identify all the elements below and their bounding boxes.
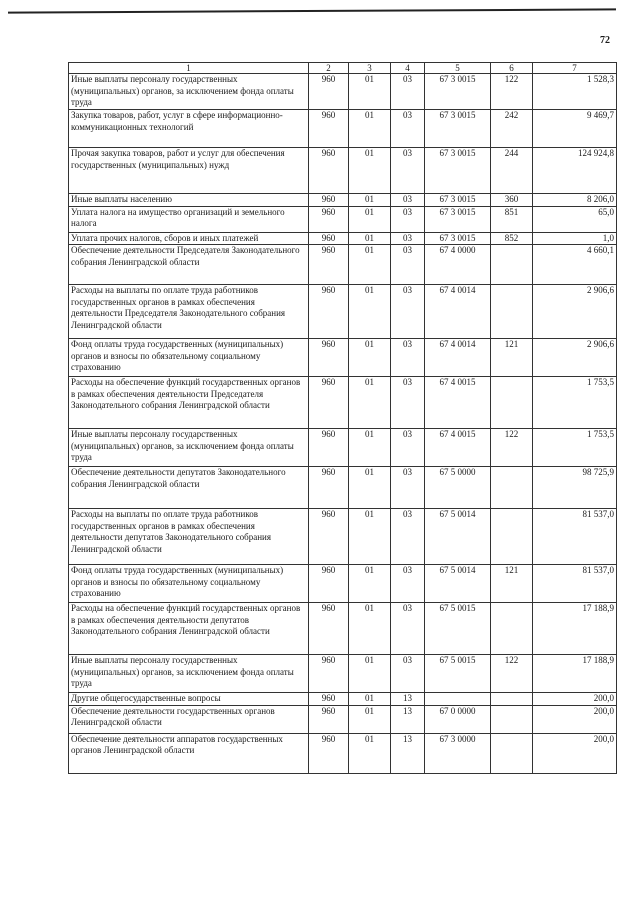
expense-type-cell: 121 <box>491 339 533 377</box>
column-header: 4 <box>391 63 425 74</box>
expense-type-cell: 852 <box>491 232 533 245</box>
subsection-cell: 03 <box>391 194 425 207</box>
section-cell: 01 <box>349 655 391 693</box>
admin-code-cell: 960 <box>309 655 349 693</box>
table-row <box>69 110 617 148</box>
table-row <box>69 655 617 693</box>
target-article-cell: 67 4 0015 <box>425 429 491 467</box>
top-rule <box>8 8 616 13</box>
admin-code-cell: 960 <box>309 206 349 232</box>
expense-type-cell: 122 <box>491 655 533 693</box>
amount-cell: 65,0 <box>533 206 617 232</box>
row-name-cell: Фонд оплаты труда государственных (муниципальных) органов и взносы по обязательному социальному страхованию <box>69 339 309 377</box>
row-name-cell: Обеспечение деятельности государственных органов Ленинградской области <box>69 705 309 733</box>
subsection-cell: 03 <box>391 377 425 429</box>
target-article-cell: 67 0 0000 <box>425 705 491 733</box>
admin-code-cell: 960 <box>309 245 349 285</box>
section-cell: 01 <box>349 565 391 603</box>
subsection-cell: 03 <box>391 285 425 339</box>
admin-code-cell: 960 <box>309 733 349 773</box>
admin-code-cell: 960 <box>309 467 349 509</box>
amount-cell: 1 753,5 <box>533 377 617 429</box>
row-name-cell: Расходы на выплаты по оплате труда работников государственных органов в рамках обеспечения деятельности депутатов Законодательного собрания Ленинградской области <box>69 509 309 565</box>
amount-cell: 8 206,0 <box>533 194 617 207</box>
subsection-cell: 03 <box>391 339 425 377</box>
subsection-cell: 03 <box>391 655 425 693</box>
row-name-cell: Прочая закупка товаров, работ и услуг для обеспечения государственных (муниципальных) нужд <box>69 148 309 194</box>
section-cell: 01 <box>349 110 391 148</box>
expense-type-cell <box>491 377 533 429</box>
subsection-cell: 13 <box>391 705 425 733</box>
row-name-cell: Обеспечение деятельности Председателя Законодательного собрания Ленинградской области <box>69 245 309 285</box>
subsection-cell: 13 <box>391 733 425 773</box>
target-article-cell: 67 3 0015 <box>425 110 491 148</box>
target-article-cell: 67 3 0015 <box>425 194 491 207</box>
target-article-cell: 67 3 0015 <box>425 206 491 232</box>
admin-code-cell: 960 <box>309 74 349 110</box>
subsection-cell: 03 <box>391 565 425 603</box>
table-row <box>69 74 617 110</box>
target-article-cell: 67 3 0015 <box>425 232 491 245</box>
section-cell: 01 <box>349 232 391 245</box>
target-article-cell: 67 5 0014 <box>425 509 491 565</box>
column-header: 1 <box>69 63 309 74</box>
subsection-cell: 03 <box>391 206 425 232</box>
expense-type-cell <box>491 705 533 733</box>
admin-code-cell: 960 <box>309 148 349 194</box>
subsection-cell: 03 <box>391 429 425 467</box>
row-name-cell: Иные выплаты персоналу государственных (муниципальных) органов, за исключением фонда оплаты труда <box>69 429 309 467</box>
table-row <box>69 565 617 603</box>
expense-type-cell <box>491 467 533 509</box>
expense-type-cell <box>491 285 533 339</box>
amount-cell: 200,0 <box>533 705 617 733</box>
expense-type-cell <box>491 693 533 706</box>
amount-cell: 4 660,1 <box>533 245 617 285</box>
amount-cell: 2 906,6 <box>533 285 617 339</box>
page-number: 72 <box>600 35 610 46</box>
amount-cell: 17 188,9 <box>533 603 617 655</box>
section-cell: 01 <box>349 693 391 706</box>
amount-cell: 200,0 <box>533 733 617 773</box>
target-article-cell: 67 4 0000 <box>425 245 491 285</box>
row-name-cell: Иные выплаты населению <box>69 194 309 207</box>
subsection-cell: 03 <box>391 467 425 509</box>
expense-type-cell <box>491 245 533 285</box>
admin-code-cell: 960 <box>309 339 349 377</box>
target-article-cell <box>425 693 491 706</box>
section-cell: 01 <box>349 339 391 377</box>
section-cell: 01 <box>349 467 391 509</box>
admin-code-cell: 960 <box>309 693 349 706</box>
expense-type-cell: 851 <box>491 206 533 232</box>
section-cell: 01 <box>349 74 391 110</box>
section-cell: 01 <box>349 285 391 339</box>
admin-code-cell: 960 <box>309 603 349 655</box>
admin-code-cell: 960 <box>309 565 349 603</box>
target-article-cell: 67 5 0015 <box>425 603 491 655</box>
row-name-cell: Другие общегосударственные вопросы <box>69 693 309 706</box>
amount-cell: 1 753,5 <box>533 429 617 467</box>
expense-type-cell: 242 <box>491 110 533 148</box>
expense-type-cell <box>491 509 533 565</box>
section-cell: 01 <box>349 194 391 207</box>
target-article-cell: 67 3 0015 <box>425 74 491 110</box>
admin-code-cell: 960 <box>309 509 349 565</box>
row-name-cell: Обеспечение деятельности депутатов Законодательного собрания Ленинградской области <box>69 467 309 509</box>
column-number-row <box>69 63 617 74</box>
table-row <box>69 285 617 339</box>
admin-code-cell: 960 <box>309 194 349 207</box>
amount-cell: 17 188,9 <box>533 655 617 693</box>
section-cell: 01 <box>349 733 391 773</box>
admin-code-cell: 960 <box>309 429 349 467</box>
table-row <box>69 429 617 467</box>
expense-type-cell: 122 <box>491 429 533 467</box>
expense-type-cell: 122 <box>491 74 533 110</box>
section-cell: 01 <box>349 206 391 232</box>
row-name-cell: Расходы на выплаты по оплате труда работников государственных органов в рамках обеспечения деятельности Председателя Законодательного собрания Ленинградской области <box>69 285 309 339</box>
subsection-cell: 03 <box>391 110 425 148</box>
expense-type-cell <box>491 603 533 655</box>
amount-cell: 9 469,7 <box>533 110 617 148</box>
table-row <box>69 467 617 509</box>
amount-cell: 2 906,6 <box>533 339 617 377</box>
column-header: 7 <box>533 63 617 74</box>
column-header: 5 <box>425 63 491 74</box>
expense-type-cell <box>491 733 533 773</box>
table-row <box>69 509 617 565</box>
section-cell: 01 <box>349 603 391 655</box>
amount-cell: 200,0 <box>533 693 617 706</box>
amount-cell: 81 537,0 <box>533 509 617 565</box>
row-name-cell: Закупка товаров, работ, услуг в сфере информационно-коммуникационных технологий <box>69 110 309 148</box>
table-row <box>69 148 617 194</box>
column-header: 3 <box>349 63 391 74</box>
target-article-cell: 67 4 0015 <box>425 377 491 429</box>
row-name-cell: Расходы на обеспечение функций государственных органов в рамках обеспечения деятельности Председателя Законодательного собрания Ленинградской области <box>69 377 309 429</box>
subsection-cell: 13 <box>391 693 425 706</box>
amount-cell: 98 725,9 <box>533 467 617 509</box>
expense-type-cell: 360 <box>491 194 533 207</box>
table-row <box>69 245 617 285</box>
admin-code-cell: 960 <box>309 377 349 429</box>
section-cell: 01 <box>349 377 391 429</box>
row-name-cell: Расходы на обеспечение функций государственных органов в рамках обеспечения деятельности депутатов Законодательного собрания Ленинградской области <box>69 603 309 655</box>
table-row <box>69 705 617 733</box>
section-cell: 01 <box>349 429 391 467</box>
table-row <box>69 377 617 429</box>
amount-cell: 124 924,8 <box>533 148 617 194</box>
expense-type-cell: 121 <box>491 565 533 603</box>
expense-type-cell: 244 <box>491 148 533 194</box>
table-row <box>69 339 617 377</box>
subsection-cell: 03 <box>391 603 425 655</box>
row-name-cell: Уплата прочих налогов, сборов и иных платежей <box>69 232 309 245</box>
admin-code-cell: 960 <box>309 110 349 148</box>
target-article-cell: 67 5 0014 <box>425 565 491 603</box>
admin-code-cell: 960 <box>309 705 349 733</box>
table-row <box>69 603 617 655</box>
target-article-cell: 67 3 0015 <box>425 148 491 194</box>
subsection-cell: 03 <box>391 509 425 565</box>
table-row <box>69 206 617 232</box>
subsection-cell: 03 <box>391 232 425 245</box>
target-article-cell: 67 5 0000 <box>425 467 491 509</box>
row-name-cell: Обеспечение деятельности аппаратов государственных органов Ленинградской области <box>69 733 309 773</box>
amount-cell: 81 537,0 <box>533 565 617 603</box>
admin-code-cell: 960 <box>309 285 349 339</box>
subsection-cell: 03 <box>391 74 425 110</box>
table-row <box>69 194 617 207</box>
admin-code-cell: 960 <box>309 232 349 245</box>
section-cell: 01 <box>349 705 391 733</box>
target-article-cell: 67 5 0015 <box>425 655 491 693</box>
column-header: 2 <box>309 63 349 74</box>
subsection-cell: 03 <box>391 245 425 285</box>
section-cell: 01 <box>349 148 391 194</box>
row-name-cell: Иные выплаты персоналу государственных (муниципальных) органов, за исключением фонда оплаты труда <box>69 74 309 110</box>
row-name-cell: Иные выплаты персоналу государственных (муниципальных) органов, за исключением фонда оплаты труда <box>69 655 309 693</box>
table-row <box>69 693 617 706</box>
target-article-cell: 67 4 0014 <box>425 339 491 377</box>
table-row <box>69 232 617 245</box>
table-body <box>69 74 617 774</box>
table-row <box>69 733 617 773</box>
budget-table <box>68 62 617 774</box>
target-article-cell: 67 3 0000 <box>425 733 491 773</box>
amount-cell: 1 528,3 <box>533 74 617 110</box>
amount-cell: 1,0 <box>533 232 617 245</box>
row-name-cell: Фонд оплаты труда государственных (муниципальных) органов и взносы по обязательному социальному страхованию <box>69 565 309 603</box>
section-cell: 01 <box>349 245 391 285</box>
target-article-cell: 67 4 0014 <box>425 285 491 339</box>
row-name-cell: Уплата налога на имущество организаций и земельного налога <box>69 206 309 232</box>
section-cell: 01 <box>349 509 391 565</box>
column-header: 6 <box>491 63 533 74</box>
subsection-cell: 03 <box>391 148 425 194</box>
